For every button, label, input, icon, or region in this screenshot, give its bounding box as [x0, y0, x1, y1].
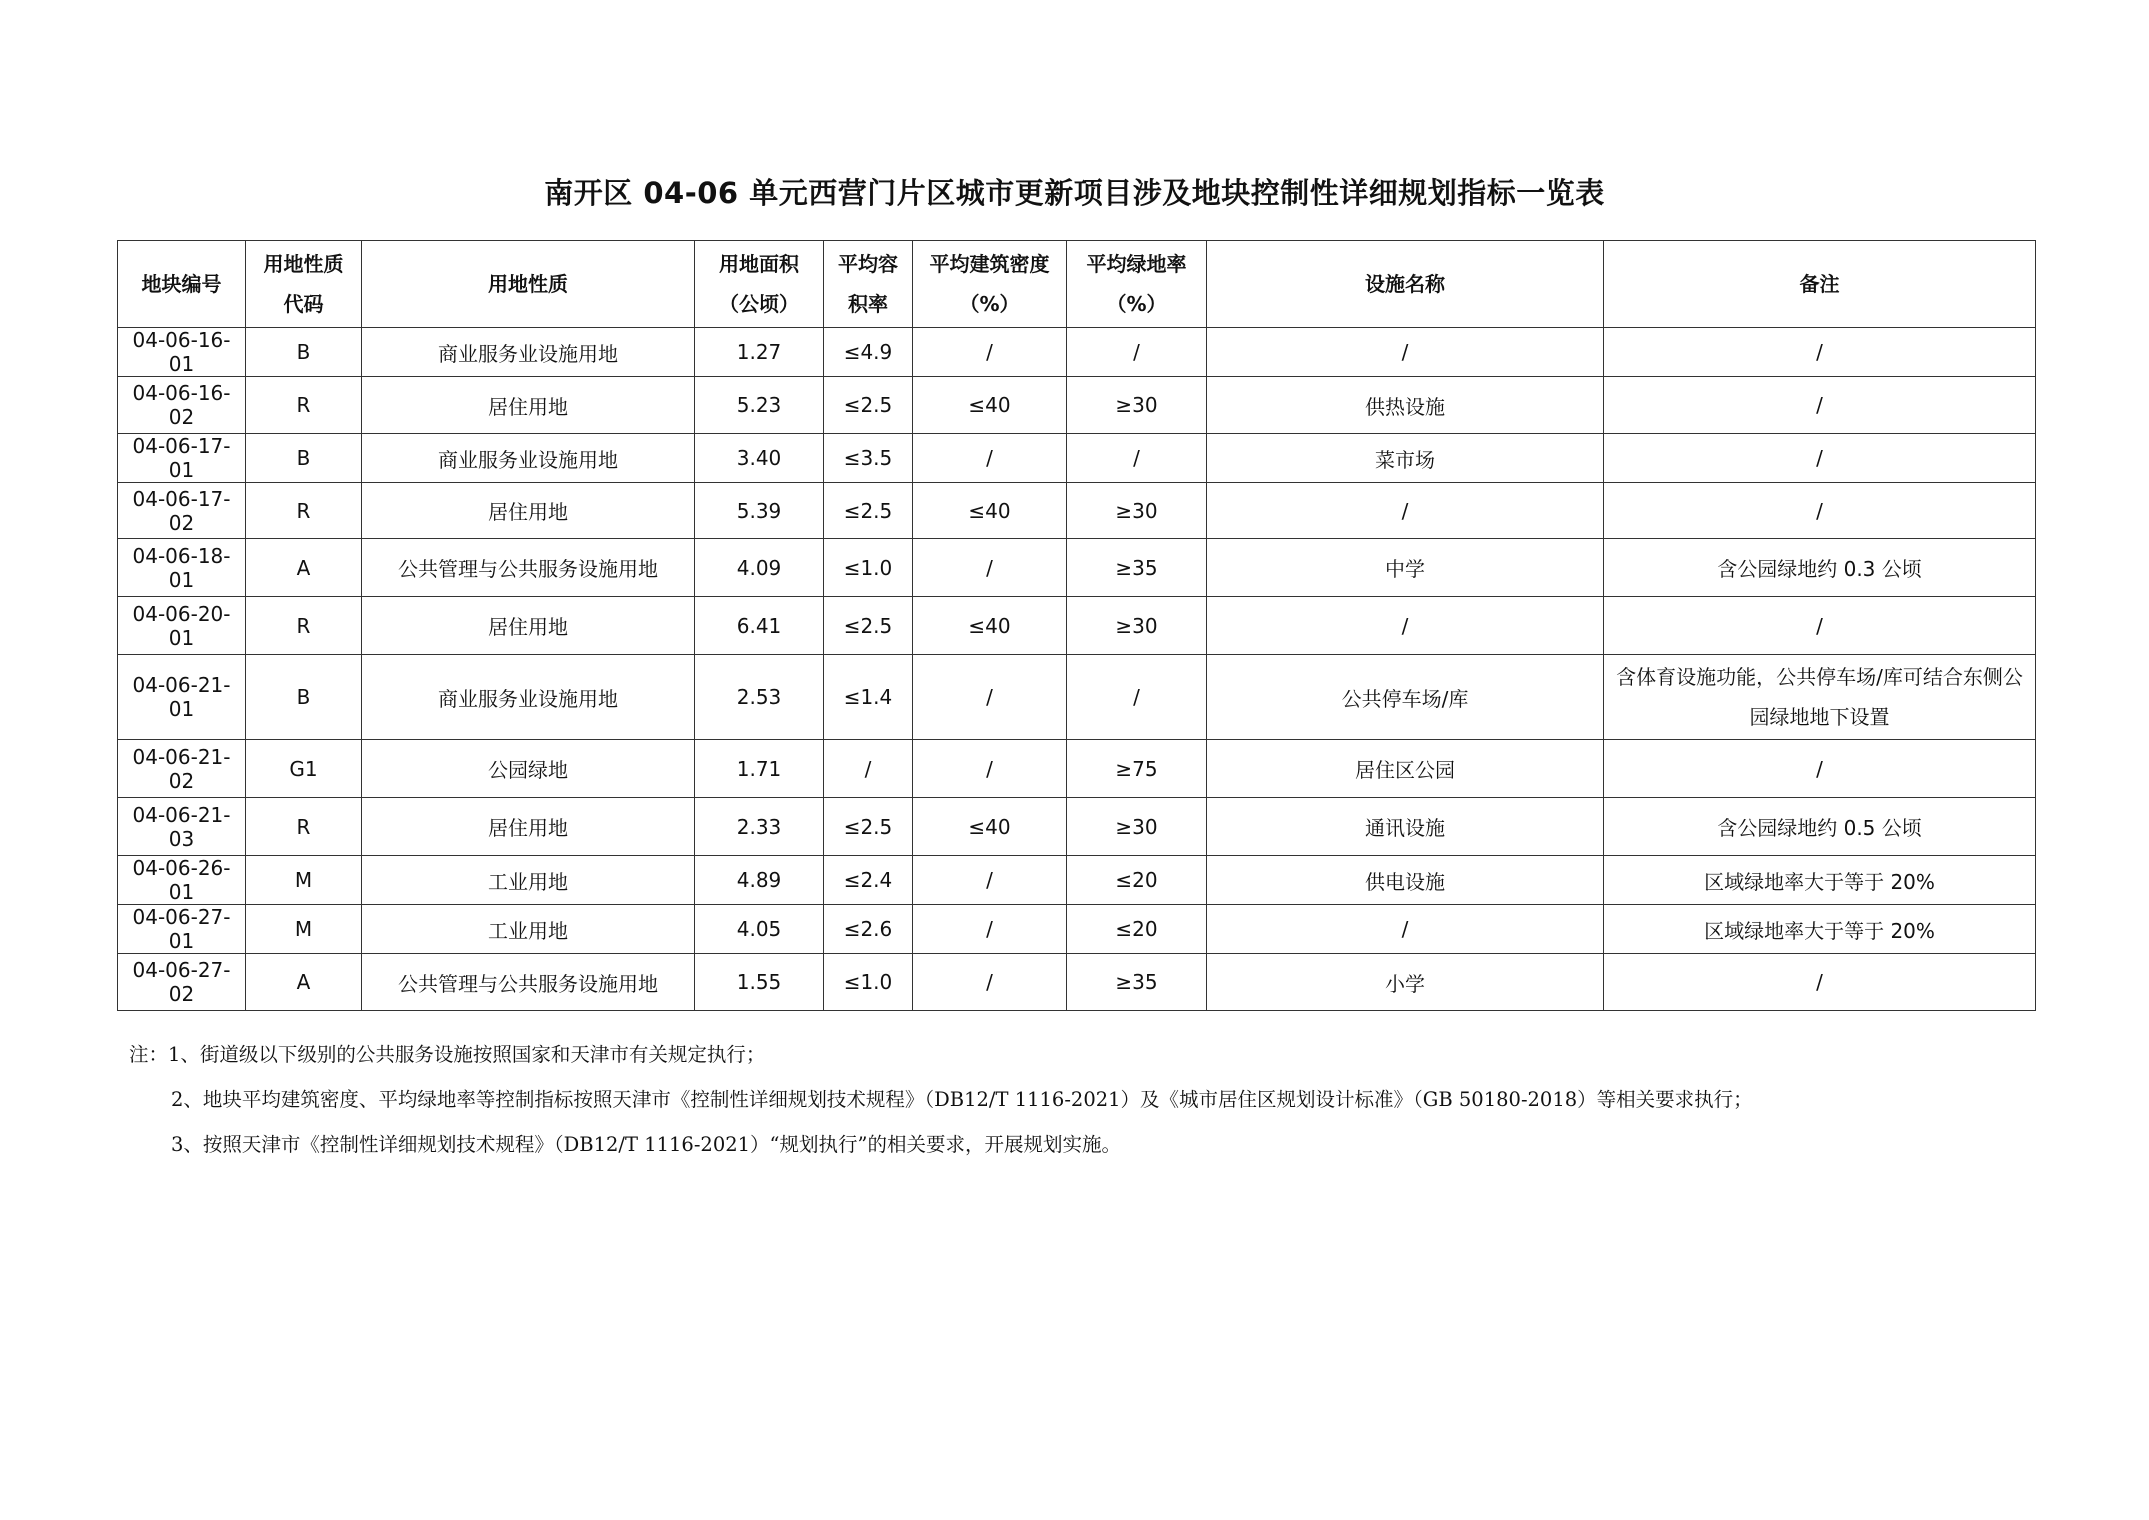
table-cell: 4.89: [695, 856, 824, 905]
table-cell: B: [246, 655, 362, 740]
table-row: [118, 328, 2036, 377]
table-cell: 04-06-21-03: [118, 798, 246, 856]
table-cell: /: [1604, 328, 2036, 377]
table-cell: /: [913, 954, 1067, 1011]
header-cell: 平均绿地率 （%）: [1067, 241, 1207, 328]
table-cell: /: [1207, 328, 1604, 377]
table-cell: /: [913, 539, 1067, 597]
table-cell: ≤20: [1067, 905, 1207, 954]
table-cell: /: [1207, 597, 1604, 655]
table-header-row: [118, 241, 2036, 328]
table-row: [118, 954, 2036, 1011]
table-cell: 2.33: [695, 798, 824, 856]
table-cell: 商业服务业设施用地: [362, 655, 695, 740]
table-cell: /: [1207, 483, 1604, 539]
table-cell: 公共管理与公共服务设施用地: [362, 539, 695, 597]
table-cell: /: [1067, 655, 1207, 740]
header-cell: 设施名称: [1207, 241, 1604, 328]
table-cell: 居住用地: [362, 483, 695, 539]
table-cell: 1.55: [695, 954, 824, 1011]
table-row: [118, 856, 2036, 905]
header-cell: 用地性质: [362, 241, 695, 328]
table-cell: /: [1067, 434, 1207, 483]
table-cell: /: [913, 856, 1067, 905]
table-cell: ≤1.0: [824, 954, 913, 1011]
table-row: [118, 483, 2036, 539]
table-cell: ≤40: [913, 597, 1067, 655]
header-cell: 用地面积 （公顷）: [695, 241, 824, 328]
page-title: 南开区 04-06 单元西营门片区城市更新项目涉及地块控制性详细规划指标一览表: [544, 176, 1605, 210]
table-cell: 1.71: [695, 740, 824, 798]
table-cell: 5.39: [695, 483, 824, 539]
header-cell: 用地性质 代码: [246, 241, 362, 328]
table-cell: 中学: [1207, 539, 1604, 597]
table-cell: 4.05: [695, 905, 824, 954]
table-cell: 1.27: [695, 328, 824, 377]
table-cell: 工业用地: [362, 905, 695, 954]
table-cell: A: [246, 539, 362, 597]
header-cell: 平均容 积率: [824, 241, 913, 328]
table-cell: 区域绿地率大于等于 20%: [1604, 856, 2036, 905]
table-cell: 04-06-26-01: [118, 856, 246, 905]
table-cell: ≤4.9: [824, 328, 913, 377]
table-cell: 供热设施: [1207, 377, 1604, 434]
table-cell: 居住区公园: [1207, 740, 1604, 798]
table-cell: /: [1604, 740, 2036, 798]
table-cell: 04-06-17-02: [118, 483, 246, 539]
table-cell: 通讯设施: [1207, 798, 1604, 856]
table-cell: /: [1604, 434, 2036, 483]
table-cell: 2.53: [695, 655, 824, 740]
table-cell: 04-06-27-02: [118, 954, 246, 1011]
table-cell: ≤20: [1067, 856, 1207, 905]
table-cell: /: [913, 740, 1067, 798]
table-cell: ≤40: [913, 798, 1067, 856]
table-cell: ≤2.5: [824, 597, 913, 655]
table-cell: 含公园绿地约 0.3 公顷: [1604, 539, 2036, 597]
table-cell: 6.41: [695, 597, 824, 655]
table-cell: ≥30: [1067, 483, 1207, 539]
table-row: [118, 798, 2036, 856]
table-cell: ≤1.4: [824, 655, 913, 740]
table-cell: ≤3.5: [824, 434, 913, 483]
table-cell: A: [246, 954, 362, 1011]
table-cell: ≤1.0: [824, 539, 913, 597]
table-cell: ≥30: [1067, 597, 1207, 655]
table-cell: ≥30: [1067, 377, 1207, 434]
table-cell: ≥35: [1067, 954, 1207, 1011]
table-cell: /: [824, 740, 913, 798]
table-cell: /: [1604, 597, 2036, 655]
table-cell: ≤40: [913, 483, 1067, 539]
table-cell: 含公园绿地约 0.5 公顷: [1604, 798, 2036, 856]
note-1: 注：1、街道级以下级别的公共服务设施按照国家和天津市有关规定执行；: [129, 1043, 766, 1066]
table-cell: /: [913, 434, 1067, 483]
table-cell: ≤40: [913, 377, 1067, 434]
table-cell: 04-06-16-01: [118, 328, 246, 377]
table-cell: ≤2.6: [824, 905, 913, 954]
table-cell: ≤2.5: [824, 377, 913, 434]
table-cell: 04-06-27-01: [118, 905, 246, 954]
table-cell: 菜市场: [1207, 434, 1604, 483]
table-cell: 居住用地: [362, 597, 695, 655]
table-cell: 04-06-17-01: [118, 434, 246, 483]
table-cell: ≥30: [1067, 798, 1207, 856]
table-cell: 04-06-21-01: [118, 655, 246, 740]
table-cell: R: [246, 483, 362, 539]
table-cell: 04-06-16-02: [118, 377, 246, 434]
table-cell: 公共停车场/库: [1207, 655, 1604, 740]
table-cell: 公共管理与公共服务设施用地: [362, 954, 695, 1011]
table-cell: R: [246, 798, 362, 856]
table-row: [118, 905, 2036, 954]
table-cell: /: [1604, 954, 2036, 1011]
table-body: [118, 328, 2036, 1011]
table-cell: 公园绿地: [362, 740, 695, 798]
table-cell: /: [913, 905, 1067, 954]
indicator-table: [117, 240, 2036, 1011]
table-cell: ≥35: [1067, 539, 1207, 597]
header-cell: 平均建筑密度 （%）: [913, 241, 1067, 328]
table-row: [118, 655, 2036, 740]
header-cell: 备注: [1604, 241, 2036, 328]
table-cell: /: [913, 328, 1067, 377]
table-cell: 工业用地: [362, 856, 695, 905]
table-cell: /: [1207, 905, 1604, 954]
table-cell: /: [913, 655, 1067, 740]
table-cell: 小学: [1207, 954, 1604, 1011]
table-cell: /: [1604, 377, 2036, 434]
table-cell: 居住用地: [362, 377, 695, 434]
table-cell: ≤2.5: [824, 483, 913, 539]
table-cell: 商业服务业设施用地: [362, 328, 695, 377]
table-cell: 区域绿地率大于等于 20%: [1604, 905, 2036, 954]
note-3: 3、按照天津市《控制性详细规划技术规程》（DB12/T 1116-2021）“规划执行”的相关要求，开展规划实施。: [171, 1133, 1121, 1156]
table-cell: 04-06-18-01: [118, 539, 246, 597]
table-cell: G1: [246, 740, 362, 798]
table-cell: M: [246, 905, 362, 954]
table-cell: B: [246, 434, 362, 483]
note-2: 2、地块平均建筑密度、平均绿地率等控制指标按照天津市《控制性详细规划技术规程》（DB12/T 1116-2021）及《城市居住区规划设计标准》（GB 50180-2018）等相关要求执行；: [171, 1088, 1753, 1111]
table-row: [118, 740, 2036, 798]
table-cell: 居住用地: [362, 798, 695, 856]
table-cell: 04-06-20-01: [118, 597, 246, 655]
table-cell: B: [246, 328, 362, 377]
table-cell: 供电设施: [1207, 856, 1604, 905]
table-row: [118, 434, 2036, 483]
table-cell: ≤2.5: [824, 798, 913, 856]
table-cell: /: [1604, 483, 2036, 539]
table-cell: M: [246, 856, 362, 905]
table-cell: 含体育设施功能，公共停车场/库可结合东侧公园绿地地下设置: [1604, 655, 2036, 740]
header-cell: 地块编号: [118, 241, 246, 328]
table-cell: 4.09: [695, 539, 824, 597]
table-cell: R: [246, 377, 362, 434]
table-cell: 04-06-21-02: [118, 740, 246, 798]
table-row: [118, 597, 2036, 655]
table-cell: R: [246, 597, 362, 655]
table-cell: /: [1067, 328, 1207, 377]
table-cell: ≤2.4: [824, 856, 913, 905]
table-cell: 3.40: [695, 434, 824, 483]
table-cell: 5.23: [695, 377, 824, 434]
table-row: [118, 377, 2036, 434]
table-row: [118, 539, 2036, 597]
table-cell: 商业服务业设施用地: [362, 434, 695, 483]
table-cell: ≥75: [1067, 740, 1207, 798]
